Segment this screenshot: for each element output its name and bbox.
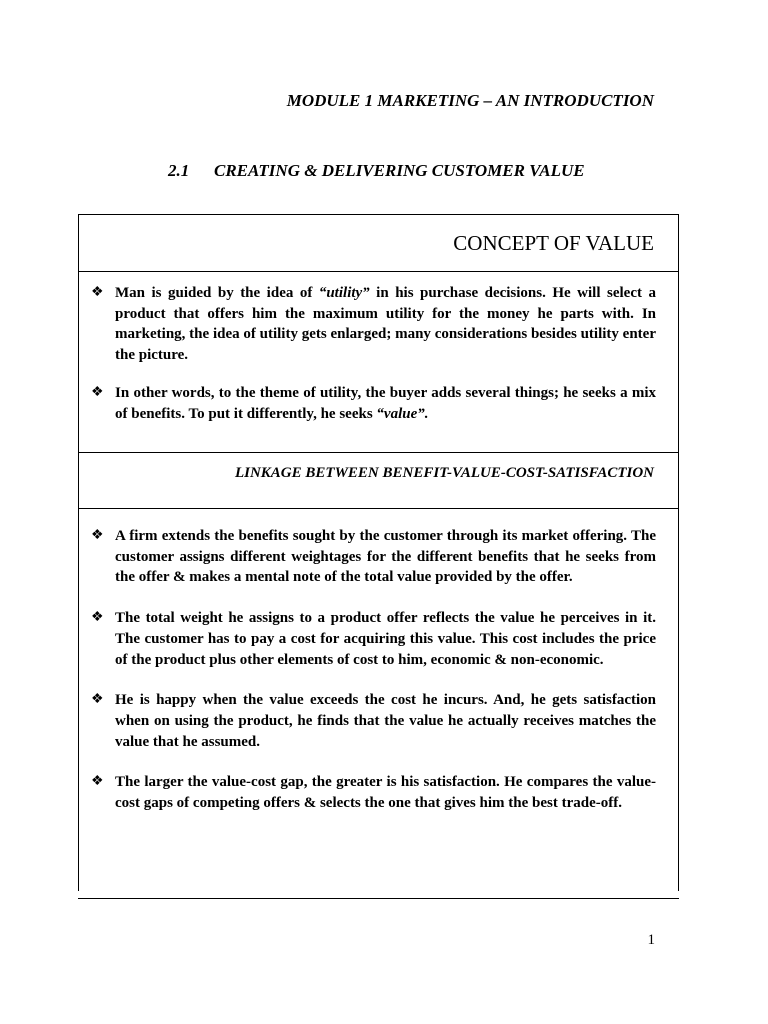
list-item [91, 772, 656, 813]
item-emphasis: “value”. [376, 405, 429, 422]
concept-heading: CONCEPT OF VALUE [453, 231, 654, 255]
concept-bullet-list [91, 283, 656, 424]
diamond-bullet-icon: ❖ [91, 692, 104, 708]
divider [79, 508, 678, 509]
diamond-bullet-icon: ❖ [91, 528, 104, 543]
list-item [91, 526, 656, 588]
item-text: He is happy when the value exceeds the cost he incurs. And, he gets satisfaction when on using the product, he finds that the value he actually receives matches the value that he assumed. [115, 692, 656, 750]
section-title [168, 161, 585, 181]
page-number: 1 [647, 932, 655, 948]
item-text: The larger the value-cost gap, the greater is his satisfaction. He compares the value-cost gaps of competing offers & selects the one that gives him the best trade-off. [115, 774, 656, 812]
list-item [91, 690, 656, 752]
item-text: in his purchase decisions. He will select a product that offers him the maximum utility for the money he parts with. In marketing, the idea of utility gets enlarged; many considerations besides utility enter the picture. [115, 285, 656, 364]
linkage-bullet-list [91, 526, 656, 814]
item-text: The total weight he assigns to a product offer reflects the value he perceives in it. The customer has to pay a cost for acquiring this value. This cost includes the price of the product plus other elements of cost to him, economic & non-economic. [115, 610, 656, 668]
list-item [91, 608, 656, 670]
module-title: MODULE 1 MARKETING – AN INTRODUCTION [286, 91, 654, 110]
diamond-bullet-icon: ❖ [91, 610, 104, 626]
diamond-bullet-icon: ❖ [91, 774, 104, 790]
page-bottom-rule [78, 898, 679, 899]
item-emphasis: “utility” [318, 285, 370, 301]
item-text: In other words, to the theme of utility, the buyer adds several things; he seeks a mix of benefits. To put it differently, he seeks [115, 384, 656, 422]
diamond-bullet-icon: ❖ [91, 384, 104, 400]
content-box [78, 214, 679, 891]
linkage-heading: LINKAGE BETWEEN BENEFIT-VALUE-COST-SATISFACTION [234, 465, 654, 481]
list-item [91, 283, 656, 366]
divider [79, 452, 678, 453]
divider [79, 271, 678, 272]
concept-heading-row [79, 215, 678, 271]
section-number: 2.1 [168, 161, 190, 180]
item-text: Man is guided by the idea of [115, 285, 319, 301]
diamond-bullet-icon: ❖ [91, 285, 104, 300]
item-text: A firm extends the benefits sought by the customer through its market offering. The customer assigns different weightages for the different benefits that he seeks from the offer & makes a mental note of the total value provided by the offer. [115, 528, 656, 586]
list-item [91, 383, 656, 424]
section-title-text: CREATING & DELIVERING CUSTOMER VALUE [214, 161, 585, 180]
